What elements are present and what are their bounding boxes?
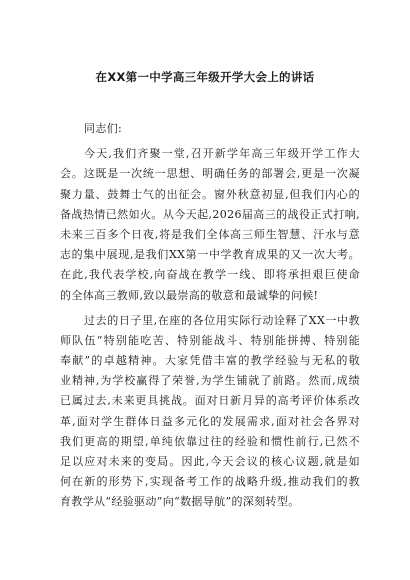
paragraph-line: 过去的日子里,在座的各位用实际行动诠释了XX一中教 <box>84 313 360 327</box>
paragraph-line: 在此,我代表学校,向奋战在教学一线、即将承担艰巨使命 <box>60 268 360 282</box>
paragraph-1 <box>60 144 360 306</box>
paragraph-2 <box>60 311 360 513</box>
paragraph-line: 足以应对未来的变局。因此,今天会议的核心议题,就是如 <box>60 455 360 468</box>
paragraph-line: 聚力量、鼓舞士气的出征会。窗外秋意初显,但我们内心的 <box>60 187 360 201</box>
paragraph-line: 志的集中展现,是我们XX第一中学教育成果的又一次大考。 <box>60 248 360 262</box>
paragraph-line: 奉献”的卓越精神。大家凭借丰富的教学经验与无私的敬 <box>60 354 360 368</box>
paragraph-line: 今天,我们齐聚一堂,召开新学年高三年级开学工作大 <box>84 147 360 161</box>
paragraph-line: 业精神,为学校赢得了荣誉,为学生铺就了前路。然而,成绩 <box>60 374 360 388</box>
paragraph-line: 我们更高的期望,单纯依靠过往的经验和惯性前行,已然不 <box>60 434 360 448</box>
paragraph-line: 师队伍“特别能吃苦、特别能战斗、特别能拼搏、特别能 <box>60 333 360 347</box>
paragraph-line: 未来三百多个日夜,将是我们全体高三师生智慧、汗水与意 <box>60 227 360 241</box>
greeting: 同志们: <box>84 122 123 135</box>
paragraph-line: 何在新的形势下,实现备考工作的战略升级,推动我们的教 <box>60 475 360 489</box>
paragraph-line: 会。这既是一次统一思想、明确任务的部署会,更是一次凝 <box>60 167 360 181</box>
document-body <box>60 119 360 513</box>
paragraph-line: 革,面对学生群体日益多元化的发展需求,面对社会各界对 <box>60 414 360 428</box>
paragraph-line: 备战热情已然如火。从今天起,2026届高三的战役正式打响, <box>60 207 360 221</box>
paragraph-line: 育教学从“经验驱动”向“数据导航”的深刻转型。 <box>60 495 300 509</box>
document-title: 在XX第一中学高三年级开学大会上的讲话 <box>95 70 315 84</box>
paragraph-line: 已属过去,未来更具挑战。面对日新月异的高考评价体系改 <box>60 394 360 408</box>
paragraph-line: 的全体高三教师,致以最崇高的敬意和最诚挚的问候! <box>60 288 319 302</box>
